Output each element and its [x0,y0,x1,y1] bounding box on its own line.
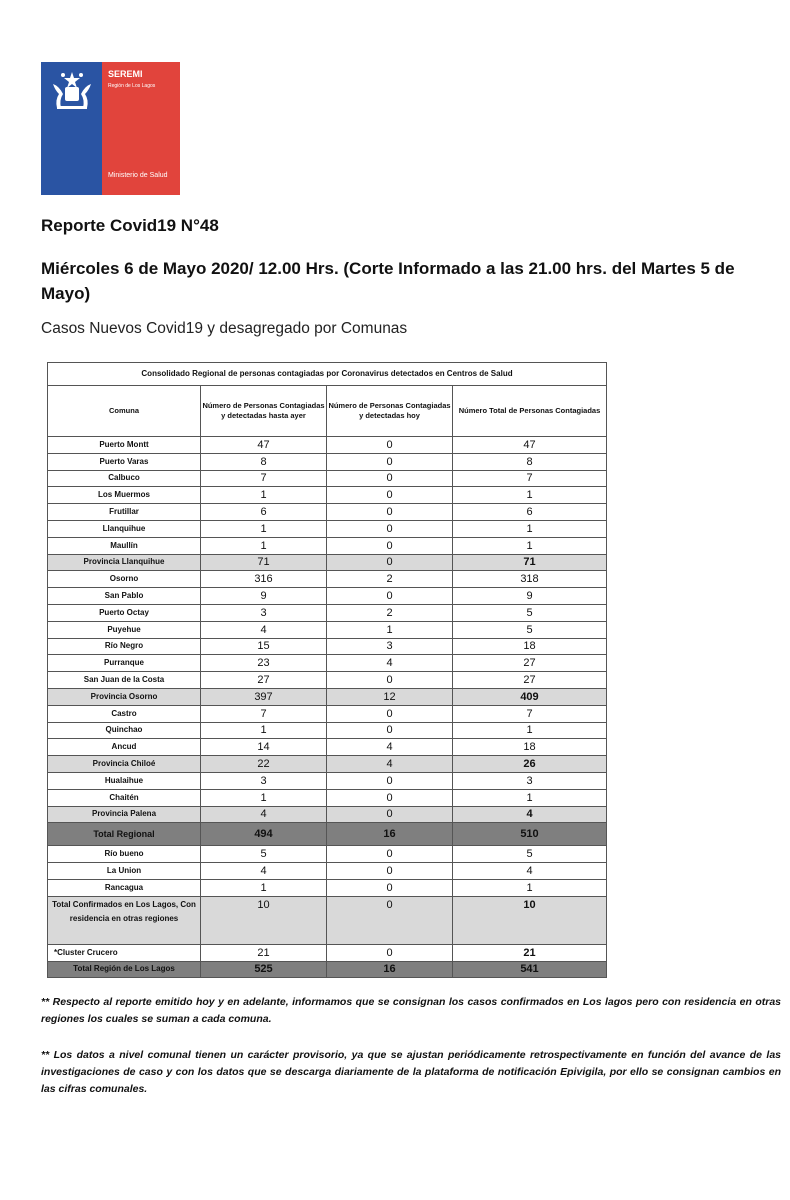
cell-comuna: Los Muermos [48,487,201,504]
table-row [48,520,607,537]
report-subtitle: Casos Nuevos Covid19 y desagregado por Comunas [41,320,408,337]
coat-of-arms-icon [49,70,95,112]
cell-ayer: 10 [201,896,327,944]
table-row [48,705,607,722]
cell-total: 1 [453,537,607,554]
cell-hoy: 2 [327,604,453,621]
cell-total: 4 [453,863,607,880]
cell-total: 27 [453,655,607,672]
header-hoy: Número de Personas Contagiadas y detectadas hoy [327,386,453,437]
cell-total: 541 [453,961,607,978]
cell-comuna: Puerto Montt [48,437,201,454]
cell-ayer: 1 [201,789,327,806]
cases-table [47,362,607,978]
table-row [48,846,607,863]
table-row [48,961,607,978]
cell-ayer: 4 [201,863,327,880]
cell-comuna: Calbuco [48,470,201,487]
logo-region-text: Región de Los Lagos [108,83,156,89]
table-row [48,571,607,588]
cell-comuna: Total Regional [48,823,201,846]
cell-hoy: 0 [327,588,453,605]
cell-comuna: Rancagua [48,879,201,896]
cell-comuna: Hualaihue [48,772,201,789]
table-row [48,789,607,806]
cell-total: 510 [453,823,607,846]
cell-total: 409 [453,688,607,705]
table-row [48,504,607,521]
cell-comuna: Castro [48,705,201,722]
table-row [48,879,607,896]
cell-ayer: 7 [201,470,327,487]
cell-total: 18 [453,739,607,756]
header-ayer: Número de Personas Contagiadas y detectadas hasta ayer [201,386,327,437]
cell-hoy: 0 [327,554,453,571]
table-row [48,638,607,655]
cell-ayer: 8 [201,453,327,470]
cell-hoy: 0 [327,944,453,961]
table-row [48,537,607,554]
cell-total: 9 [453,588,607,605]
table-row [48,944,607,961]
cell-total: 7 [453,705,607,722]
cell-hoy: 0 [327,487,453,504]
table-row [48,739,607,756]
table-row [48,554,607,571]
seremi-logo [41,62,180,195]
cell-hoy: 3 [327,638,453,655]
cell-ayer: 6 [201,504,327,521]
table-row [48,756,607,773]
cell-ayer: 3 [201,772,327,789]
cell-comuna: Puyehue [48,621,201,638]
cell-ayer: 21 [201,944,327,961]
cell-ayer: 27 [201,672,327,689]
cell-total: 1 [453,789,607,806]
table-row [48,722,607,739]
table-row [48,896,607,944]
cell-total: 1 [453,520,607,537]
cell-hoy: 1 [327,621,453,638]
cell-hoy: 4 [327,739,453,756]
report-date: Miércoles 6 de Mayo 2020/ 12.00 Hrs. (Corte Informado a las 21.00 hrs. del Martes 5 de Mayo) [41,259,735,303]
cell-comuna: Frutillar [48,504,201,521]
cell-comuna: Provincia Osorno [48,688,201,705]
cell-comuna: Provincia Chiloé [48,756,201,773]
cell-ayer: 47 [201,437,327,454]
cell-ayer: 1 [201,520,327,537]
table-row [48,823,607,846]
logo-red-panel [102,62,180,195]
cell-total: 8 [453,453,607,470]
logo-ministry-text: Ministerio de Salud [108,172,168,179]
cell-ayer: 23 [201,655,327,672]
cell-ayer: 22 [201,756,327,773]
cell-total: 1 [453,722,607,739]
table-row [48,437,607,454]
cell-hoy: 0 [327,722,453,739]
cell-total: 21 [453,944,607,961]
cell-total: 5 [453,846,607,863]
cell-ayer: 1 [201,537,327,554]
cases-table-body [48,363,607,978]
table-row [48,806,607,823]
cell-ayer: 1 [201,879,327,896]
cell-ayer: 9 [201,588,327,605]
logo-seremi-text: SEREMI [108,69,143,79]
table-row [48,621,607,638]
note-2: ** Los datos a nivel comunal tienen un carácter provisorio, ya que se ajustan periódicamente retrospectivamente en función del avance de las investigaciones de caso y con los datos que se descarga diariamente de la plataforma de notificación Epivigila, por ello se consignan cambios en las cifras comunales. [41,1049,781,1095]
report-title: Reporte Covid19 N°48 [41,216,219,235]
note-1: ** Respecto al reporte emitido hoy y en adelante, informamos que se consignan los casos confirmados en Los lagos pero con residencia en otras regiones los cuales se suman a cada comuna. [41,996,781,1025]
cell-comuna: Río bueno [48,846,201,863]
cell-hoy: 0 [327,879,453,896]
cell-hoy: 0 [327,520,453,537]
header-total: Número Total de Personas Contagiadas [453,386,607,437]
cell-hoy: 0 [327,437,453,454]
cell-comuna: Purranque [48,655,201,672]
cell-ayer: 14 [201,739,327,756]
cell-total: 26 [453,756,607,773]
table-row [48,655,607,672]
cell-total: 71 [453,554,607,571]
cell-hoy: 0 [327,537,453,554]
table-row [48,863,607,880]
cell-hoy: 0 [327,470,453,487]
cell-comuna: Maullín [48,537,201,554]
cell-hoy: 0 [327,705,453,722]
cell-hoy: 0 [327,772,453,789]
cell-ayer: 3 [201,604,327,621]
cell-ayer: 7 [201,705,327,722]
cell-ayer: 525 [201,961,327,978]
cell-ayer: 1 [201,722,327,739]
table-row [48,604,607,621]
table-row [48,688,607,705]
logo-blue-panel [41,62,102,195]
cell-hoy: 0 [327,789,453,806]
table-header-row [48,386,607,437]
cell-total: 18 [453,638,607,655]
table-row [48,672,607,689]
header-comuna: Comuna [48,386,201,437]
cell-total: 1 [453,487,607,504]
cell-comuna: San Juan de la Costa [48,672,201,689]
cell-hoy: 0 [327,504,453,521]
cell-ayer: 316 [201,571,327,588]
cell-total: 47 [453,437,607,454]
cell-ayer: 494 [201,823,327,846]
cell-ayer: 4 [201,621,327,638]
cell-hoy: 4 [327,756,453,773]
cell-comuna: Puerto Octay [48,604,201,621]
table-row [48,588,607,605]
cell-ayer: 4 [201,806,327,823]
cell-hoy: 0 [327,846,453,863]
cell-hoy: 0 [327,896,453,944]
cell-comuna: Total Confirmados en Los Lagos, Con residencia en otras regiones [48,896,201,944]
cell-total: 7 [453,470,607,487]
cell-comuna: La Union [48,863,201,880]
cell-ayer: 71 [201,554,327,571]
cell-hoy: 0 [327,453,453,470]
cell-comuna: Provincia Llanquihue [48,554,201,571]
cell-comuna: Río Negro [48,638,201,655]
cell-comuna: Chaitén [48,789,201,806]
cell-comuna: San Pablo [48,588,201,605]
cell-ayer: 15 [201,638,327,655]
cell-ayer: 5 [201,846,327,863]
cell-comuna: Puerto Varas [48,453,201,470]
cell-total: 318 [453,571,607,588]
cell-total: 5 [453,604,607,621]
cell-hoy: 4 [327,655,453,672]
cell-comuna: *Cluster Crucero [48,944,201,961]
table-row [48,487,607,504]
cell-total: 10 [453,896,607,944]
table-row [48,772,607,789]
cell-hoy: 0 [327,672,453,689]
cell-hoy: 2 [327,571,453,588]
cell-hoy: 0 [327,806,453,823]
cell-total: 27 [453,672,607,689]
cell-total: 4 [453,806,607,823]
cell-total: 3 [453,772,607,789]
cell-ayer: 397 [201,688,327,705]
cell-comuna: Total Región de Los Lagos [48,961,201,978]
cell-total: 5 [453,621,607,638]
cell-hoy: 12 [327,688,453,705]
cell-comuna: Llanquihue [48,520,201,537]
cell-comuna: Ancud [48,739,201,756]
table-row [48,470,607,487]
cell-hoy: 16 [327,961,453,978]
table-title: Consolidado Regional de personas contagiadas por Coronavirus detectados en Centros de Salud [48,363,607,386]
cell-comuna: Provincia Palena [48,806,201,823]
cell-comuna: Quinchao [48,722,201,739]
cell-total: 1 [453,879,607,896]
table-row [48,453,607,470]
cell-total: 6 [453,504,607,521]
cell-hoy: 16 [327,823,453,846]
cell-ayer: 1 [201,487,327,504]
cell-comuna: Osorno [48,571,201,588]
cell-hoy: 0 [327,863,453,880]
table-title-row [48,363,607,386]
